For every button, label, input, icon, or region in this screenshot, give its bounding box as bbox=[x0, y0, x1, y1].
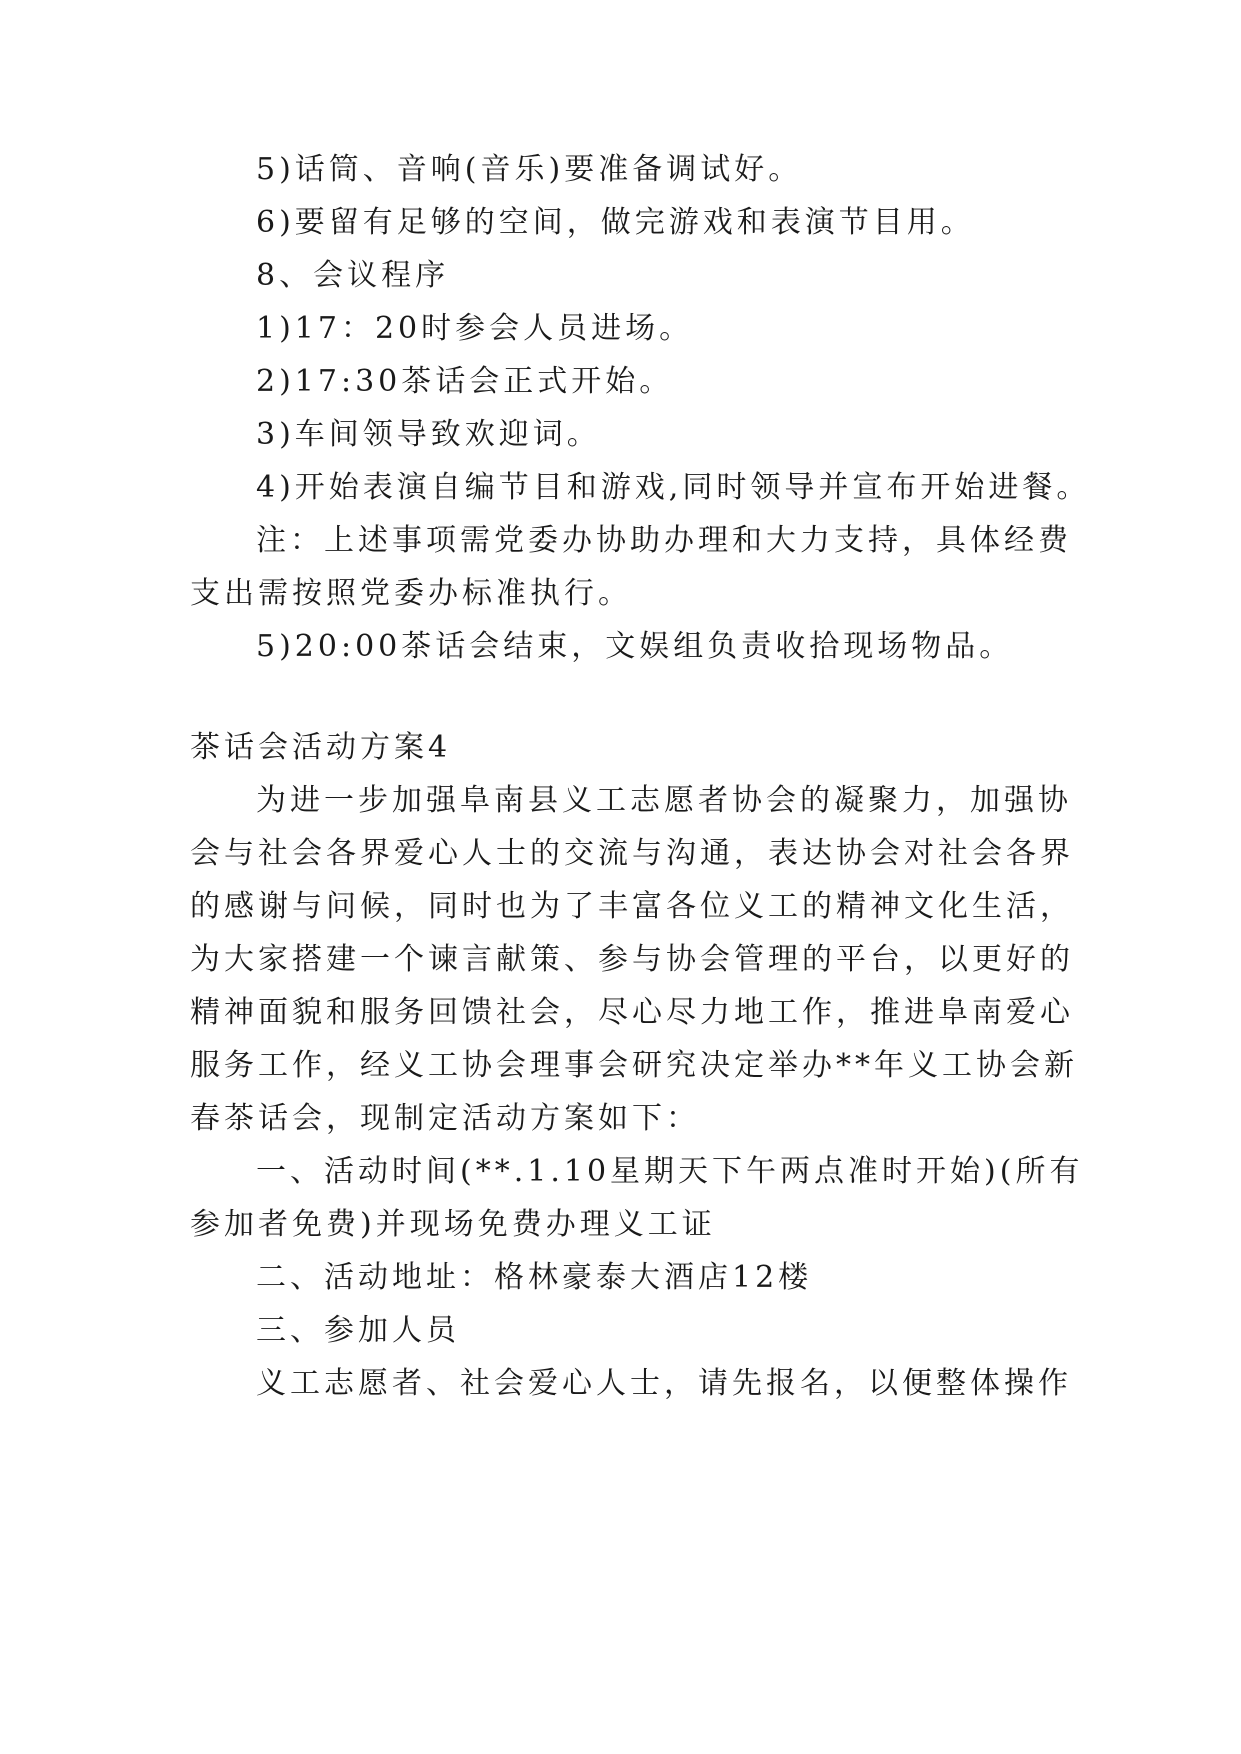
text-line: 8、会议程序 bbox=[256, 258, 450, 293]
text-line: 三、参加人员 bbox=[256, 1313, 460, 1348]
text-line: 为进一步加强阜南县义工志愿者协会的凝聚力，加强协 bbox=[256, 783, 1072, 818]
text-line: 春茶话会，现制定活动方案如下： bbox=[190, 1101, 700, 1136]
text-line: 5)话筒、音响(音乐)要准备调试好。 bbox=[256, 152, 803, 187]
text-line: 支出需按照党委办标准执行。 bbox=[190, 576, 632, 611]
text-line: 1)17：20时参会人员进场。 bbox=[256, 311, 694, 346]
text-line: 会与社会各界爱心人士的交流与沟通，表达协会对社会各界 bbox=[190, 836, 1074, 871]
section-heading: 茶话会活动方案4 bbox=[190, 730, 452, 765]
text-line: 精神面貌和服务回馈社会，尽心尽力地工作，推进阜南爱心 bbox=[190, 995, 1074, 1030]
text-line: 为大家搭建一个谏言献策、参与协会管理的平台，以更好的 bbox=[190, 942, 1074, 977]
text-line: 参加者免费)并现场免费办理义工证 bbox=[190, 1207, 716, 1242]
text-line: 二、活动地址：格林豪泰大酒店12楼 bbox=[256, 1260, 813, 1295]
text-line: 服务工作，经义工协会理事会研究决定举办**年义工协会新 bbox=[190, 1048, 1078, 1083]
text-line: 义工志愿者、社会爱心人士，请先报名，以便整体操作 bbox=[256, 1366, 1072, 1401]
text-line: 2)17:30茶话会正式开始。 bbox=[256, 364, 674, 399]
text-line: 一、活动时间(**.1.10星期天下午两点准时开始)(所有 bbox=[256, 1154, 1084, 1189]
text-line: 5)20:00茶话会结束，文娱组负责收拾现场物品。 bbox=[256, 629, 1014, 664]
text-line: 注：上述事项需党委办协助办理和大力支持，具体经费 bbox=[256, 523, 1072, 558]
text-line: 4)开始表演自编节目和游戏,同时领导并宣布开始进餐。 bbox=[256, 470, 1091, 505]
text-line: 的感谢与问候，同时也为了丰富各位义工的精神文化生活， bbox=[190, 889, 1074, 924]
text-line: 6)要留有足够的空间，做完游戏和表演节目用。 bbox=[256, 205, 975, 240]
text-line: 3)车间领导致欢迎词。 bbox=[256, 417, 601, 452]
